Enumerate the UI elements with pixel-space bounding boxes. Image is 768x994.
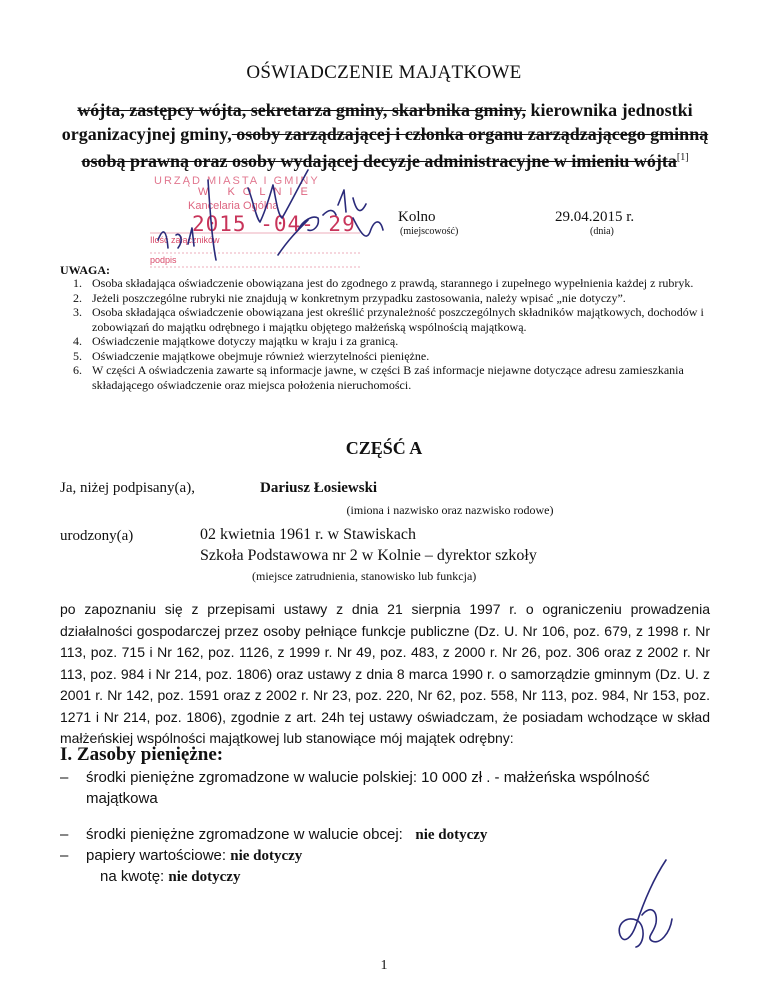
date-caption: (dnia) xyxy=(590,226,614,237)
place-caption: (miejscowość) xyxy=(400,226,459,237)
workplace-info: Szkoła Podstawowa nr 2 w Kolnie – dyrektor szkoły xyxy=(200,547,537,564)
stamp-dept: Kancelaria Ogólna xyxy=(188,200,279,212)
notice-text: Oświadczenie majątkowe dotyczy majątku w kraju i za granicą. xyxy=(92,334,399,348)
item-text xyxy=(86,845,706,867)
footnote-marker: [1] xyxy=(676,152,689,163)
notice-num: 3. xyxy=(73,305,82,319)
item-text xyxy=(86,824,706,846)
dash: – xyxy=(60,826,69,843)
notice-item xyxy=(73,363,720,392)
notice-item xyxy=(73,334,720,349)
dash: – xyxy=(60,769,69,786)
item-text: środki pieniężne zgromadzone w walucie polskiej: 10 000 zł . - małżeńska wspólność majątkowa xyxy=(86,769,650,807)
date-value: 29.04.2015 r. xyxy=(555,209,635,225)
notice-item xyxy=(73,290,720,306)
place-value: Kolno xyxy=(398,209,436,225)
notice-list xyxy=(73,276,720,392)
document-title: OŚWIADCZENIE MAJĄTKOWE xyxy=(246,62,522,83)
part-a-title: CZĘŚĆ A xyxy=(345,438,423,458)
stamp-signature-label: podpis xyxy=(150,255,177,265)
notice-text: Oświadczenie majątkowe obejmuje również wierzytelności pieniężne. xyxy=(92,348,430,363)
role-struck-2: osoby zarządzającej i członka organu zarządzającego gminną osobą prawną oraz osoby wydającej decyzje administracyjne w imieniu wójta xyxy=(81,124,709,171)
stamp-attachments: Ilość załączników xyxy=(150,235,220,245)
section-title: I. Zasoby pieniężne: xyxy=(60,744,224,765)
name-caption: (imiona i nazwisko oraz nazwisko rodowe) xyxy=(346,503,554,517)
stamp-town: W KOLNIE xyxy=(198,186,316,198)
dash: – xyxy=(60,847,69,864)
signatory-label: Ja, niżej podpisany(a), xyxy=(60,480,195,496)
item-label: na kwotę: xyxy=(100,868,165,885)
notice-num: 4. xyxy=(73,334,82,348)
page-number: 1 xyxy=(380,958,388,973)
stamp-date: 2015 -04- 29 xyxy=(192,212,356,236)
notice-text: Jeżeli poszczególne rubryki nie znajdują w konkretnym przypadku zastosowania, należy wpisać „nie dotyczy”. xyxy=(92,290,626,305)
handwritten-annotation xyxy=(148,160,418,270)
born-label: urodzony(a) xyxy=(60,528,134,544)
role-struck-1: wójta, zastępcy wójta, sekretarza gminy, skarbnika gminy, xyxy=(77,100,526,120)
notice-item xyxy=(73,348,720,364)
role-kept: kierownika jednostki organizacyjnej gminy, xyxy=(61,100,693,144)
notice-text: Osoba składająca oświadczenie obowiązana jest określić przynależność poszczególnych składników majątkowych, dochodów i zobowiązań do majątku odrębnego i majątku objętego małżeńską wspólnością majątkową. xyxy=(92,305,704,334)
item-value: nie dotyczy xyxy=(230,848,303,864)
item-value: nie dotyczy xyxy=(415,827,488,843)
notice-num: 1. xyxy=(73,276,82,290)
stamp-office: URZĄD MIASTA I GMINY xyxy=(154,175,320,187)
notice-num: 5. xyxy=(73,348,82,363)
signatory-name: Dariusz Łosiewski xyxy=(260,480,378,496)
notice-num: 2. xyxy=(73,290,82,305)
birth-info: 02 kwietnia 1961 r. w Stawiskach xyxy=(200,526,416,543)
item-label: papiery wartościowe: xyxy=(86,847,227,864)
item-text xyxy=(100,866,720,888)
declaration-paragraph: po zapoznaniu się z przepisami ustawy z dnia 21 sierpnia 1997 r. o ograniczeniu prowadzenia działalności gospodarczej przez osoby pełniące funkcje publiczne (Dz. U. Nr 106, poz. 679, z 1998 r. Nr 113, poz. 715 i Nr 162, poz. 1126, z 1999 r. Nr 49, poz. 483, z 2000 r. Nr 26, poz. 306 oraz z 2002 r. Nr 113, poz. 984 i Nr 214, poz. 1806) oraz ustawy z dnia 8 marca 1990 r. o samorządzie gminnym (Dz. U. z 2001 r. Nr 142, poz. 1591 oraz z 2002 r. Nr 23, poz. 220, Nr 62, poz. 558, Nr 113, poz. 984, Nr 153, poz. 1271 i Nr 214, poz. 1806), zgodnie z art. 24h tej ustawy oświadczam, że posiadam wchodzące w skład małżeńskiej wspólności majątkowej lub stanowiące mój majątek odrębny: xyxy=(60,601,710,746)
workplace-caption: (miejsce zatrudnienia, stanowisko lub funkcja) xyxy=(252,569,477,583)
item-label: środki pieniężne zgromadzone w walucie obcej: xyxy=(86,826,403,843)
notice-label: UWAGA: xyxy=(60,263,110,277)
item-value: nie dotyczy xyxy=(168,869,241,885)
notice-item xyxy=(73,305,720,334)
notice-num: 6. xyxy=(73,363,82,377)
notice-item xyxy=(73,276,720,291)
notice-text: W części A oświadczenia zawarte są informacje jawne, w części B zaś informacje niejawne dotyczące adresu zamieszkania składającego oświadczenie oraz miejsca położenia nieruchomości. xyxy=(92,363,684,392)
notice-text: Osoba składająca oświadczenie obowiązana jest do zgodnego z prawdą, starannego i zupełnego wypełnienia każdej z rubryk. xyxy=(92,276,694,290)
